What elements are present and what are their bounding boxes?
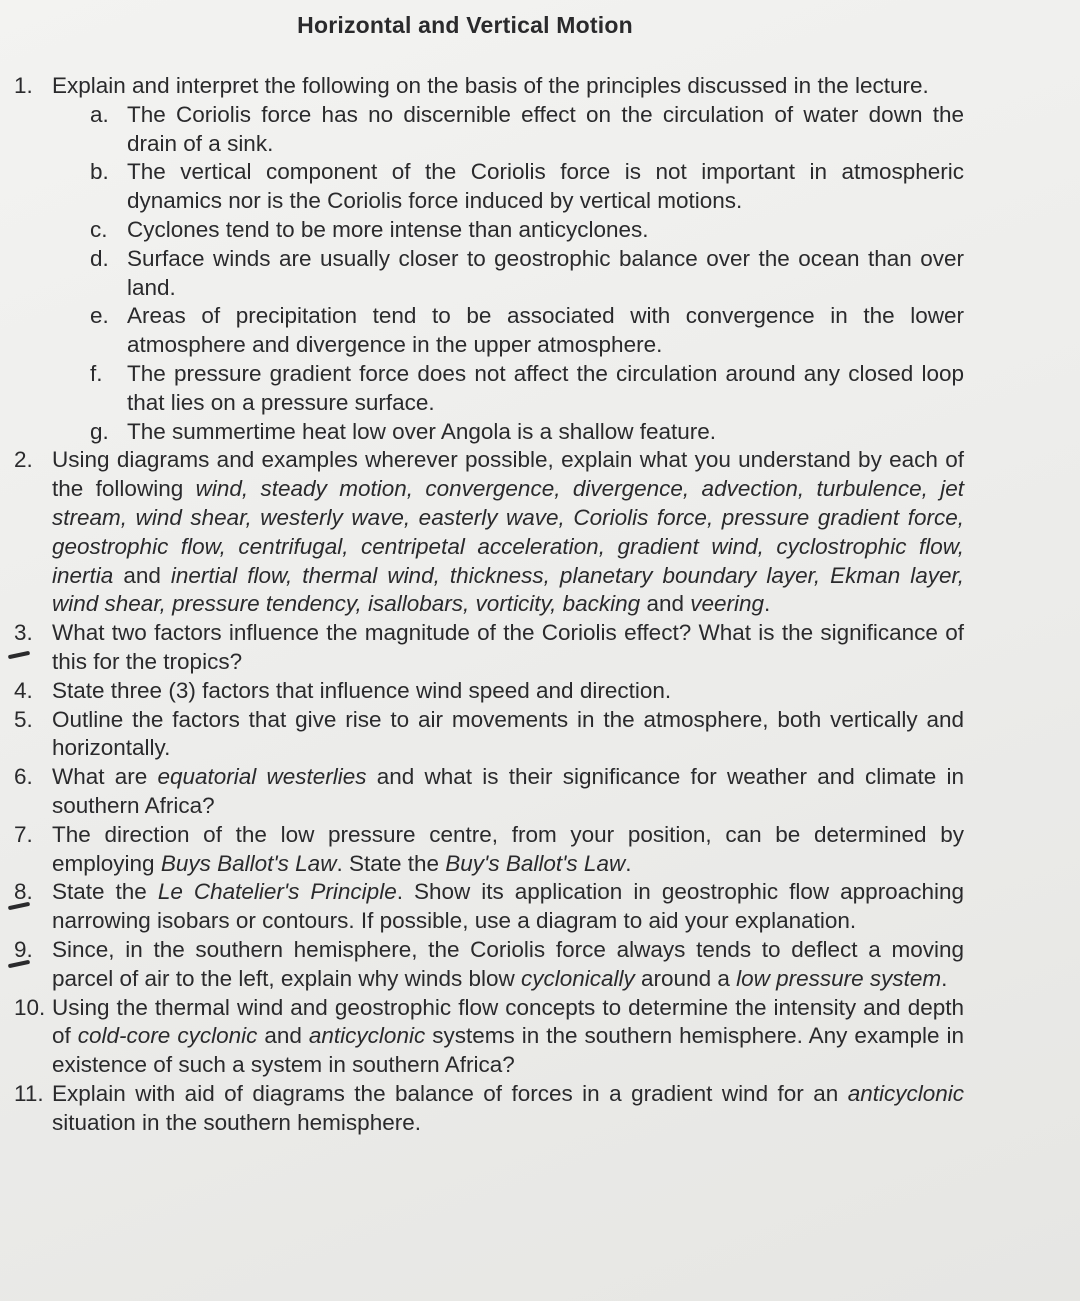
- sub-question-letter: d.: [90, 245, 109, 271]
- question-number: 10.: [14, 994, 46, 1020]
- question-term: Le Chatelier's Principle: [157, 879, 397, 905]
- question-number: 11.: [14, 1080, 44, 1106]
- sub-question-d: [90, 245, 964, 303]
- sub-question-list: [90, 101, 964, 447]
- sub-question-text: The Coriolis force has no discernible effect on the circulation of water down the drain of a sink.: [127, 101, 964, 156]
- sub-question-letter: c.: [90, 216, 108, 242]
- question-term: cold-core cyclonic: [77, 1023, 258, 1049]
- question-text-segment: around a: [634, 965, 737, 991]
- question-text: [52, 763, 964, 821]
- question-text-segment: What are: [52, 764, 158, 790]
- question-term: anticyclonic: [308, 1023, 426, 1049]
- question-6: [14, 763, 964, 821]
- question-8: [14, 878, 964, 936]
- question-text: [52, 878, 964, 936]
- sub-question-letter: e.: [90, 303, 109, 329]
- question-term: veering: [690, 591, 765, 617]
- question-text-segment: systems in the southern hemisphere. Any example in existence of such a system in southern Africa?: [52, 1023, 964, 1078]
- question-number: 5.: [14, 706, 33, 732]
- question-term: equatorial westerlies: [157, 764, 367, 790]
- sub-question-text: The pressure gradient force does not affect the circulation around any closed loop that lies on a pressure surface.: [127, 360, 964, 415]
- question-text-segment: .: [764, 591, 771, 617]
- question-11: [14, 1080, 964, 1138]
- question-term: Buys Ballot's Law: [160, 850, 337, 876]
- question-number: 6.: [14, 764, 33, 790]
- question-number: 1.: [14, 73, 33, 98]
- question-text-segment: and: [257, 1023, 309, 1049]
- question-number: 7.: [14, 821, 33, 847]
- question-text-segment: and what is their significance for weather and climate in southern Africa?: [52, 764, 964, 818]
- question-2: [14, 446, 964, 619]
- question-text-segment: and: [113, 562, 171, 588]
- question-text-segment: . Show its application in geostrophic flow approaching narrowing isobars or contours. If possible, use a diagram to aid your explanation.: [52, 879, 964, 934]
- question-text-segment: Since, in the southern hemisphere, the Coriolis force always tends to deflect a moving parcel of air to the left, explain why winds blow: [52, 936, 964, 991]
- question-number: 4.: [14, 677, 33, 703]
- question-number: 2.: [14, 447, 33, 473]
- sub-question-b: [90, 158, 964, 216]
- question-10: [14, 994, 964, 1080]
- question-text-segment: Using the thermal wind and geostrophic flow concepts to determine the intensity and depth of: [52, 994, 964, 1049]
- question-term: Buy's Ballot's Law: [445, 850, 626, 876]
- question-text-segment: .: [941, 965, 948, 991]
- question-text: Outline the factors that give rise to air movements in the atmosphere, both vertically and horizontally.: [52, 706, 964, 761]
- question-text: [52, 821, 964, 879]
- pen-mark: [8, 651, 30, 659]
- question-text-segment: . State the: [336, 850, 446, 876]
- sub-question-letter: f.: [90, 360, 103, 386]
- question-term: cyclonically: [520, 965, 635, 991]
- sub-question-text: Surface winds are usually closer to geostrophic balance over the ocean than over land.: [127, 245, 964, 300]
- question-3: [14, 619, 964, 677]
- sub-question-g: [90, 418, 964, 447]
- question-term: anticyclonic: [847, 1080, 964, 1106]
- question-number: 8.: [14, 879, 33, 905]
- question-term: inertial flow, thermal wind, thickness, planetary boundary layer, Ekman layer, wind shear, pressure tendency, isallobars, vorticity, backing: [52, 562, 965, 617]
- question-text: What two factors influence the magnitude of the Coriolis effect? What is the significance of this for the tropics?: [52, 620, 964, 674]
- question-term: low pressure system: [736, 965, 942, 991]
- sub-question-text: Areas of precipitation tend to be associated with convergence in the lower atmosphere and divergence in the upper atmosphere.: [127, 303, 964, 358]
- question-text-segment: and: [640, 591, 691, 617]
- sub-question-letter: g.: [90, 418, 109, 444]
- question-text-segment: Using diagrams and examples wherever possible, explain what you understand by each of the following: [52, 447, 964, 502]
- question-text: [52, 994, 964, 1080]
- sub-question-a: [90, 101, 964, 159]
- question-4: [14, 677, 964, 706]
- sub-question-text: The summertime heat low over Angola is a shallow feature.: [127, 418, 717, 444]
- question-5: [14, 706, 964, 764]
- question-text: [52, 1080, 964, 1138]
- question-text: [52, 446, 964, 619]
- question-7: [14, 821, 964, 879]
- question-text-segment: State the: [52, 879, 158, 905]
- question-number: 9.: [14, 936, 33, 962]
- question-text-segment: .: [625, 850, 632, 876]
- question-term: wind, steady motion, convergence, divergence, advection, turbulence, jet stream, wind shear, westerly wave, easterly wave, Coriolis force, pressure gradient force, geostrophic flow, centrifugal, centripetal acceleration, gradient wind, cyclostrophic flow, inertia: [52, 476, 964, 588]
- question-text-segment: Explain with aid of diagrams the balance of forces in a gradient wind for an: [52, 1080, 848, 1106]
- question-text: [52, 936, 964, 994]
- question-text: Explain and interpret the following on the basis of the principles discussed in the lecture.: [52, 73, 929, 98]
- sub-question-text: Cyclones tend to be more intense than anticyclones.: [127, 216, 649, 242]
- question-list: [14, 72, 964, 1137]
- question-number: 3.: [14, 620, 33, 646]
- sub-question-text: The vertical component of the Coriolis force is not important in atmospheric dynamics nor is the Coriolis force induced by vertical motions.: [127, 159, 964, 214]
- question-text-segment: situation in the southern hemisphere.: [52, 1109, 421, 1135]
- question-9: [14, 936, 964, 994]
- question-1: [14, 72, 964, 446]
- question-text: State three (3) factors that influence wind speed and direction.: [52, 677, 672, 703]
- sub-question-c: [90, 216, 964, 245]
- sub-question-letter: a.: [90, 101, 109, 127]
- sub-question-letter: b.: [90, 159, 109, 185]
- sub-question-e: [90, 302, 964, 360]
- document-title: Horizontal and Vertical Motion: [297, 12, 633, 38]
- sub-question-f: [90, 360, 964, 418]
- question-text-segment: The direction of the low pressure centre, from your position, can be determined by employing: [52, 821, 964, 876]
